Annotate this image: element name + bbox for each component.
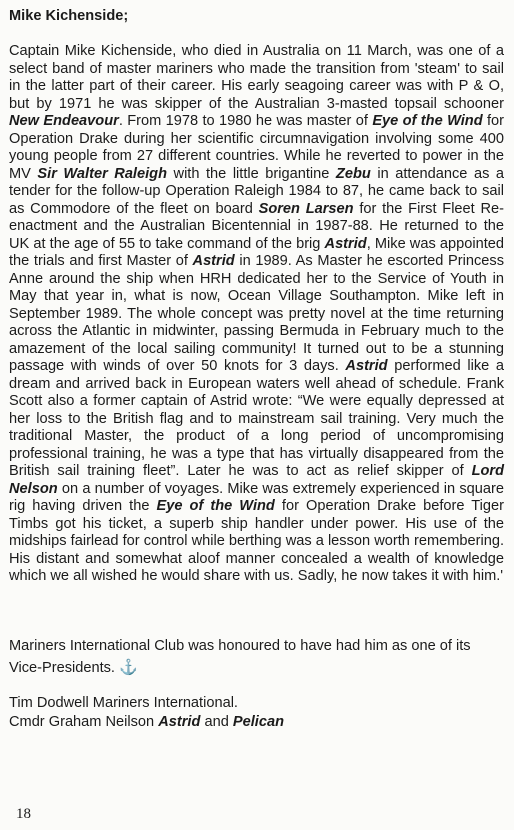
ship-name: Lord Nelson [9, 463, 504, 497]
text-segment: . From 1978 to 1980 he was master of [118, 113, 373, 129]
text-segment: for Operation Drake during her scientific circumnavigation involving some 400 young people from 27 different countries. While he reverted to power in the MV [9, 113, 505, 182]
text-segment: for the First Fleet Re-enactment and the Australian Bicentennial in 1987-88. He returned to the UK at the age of 55 to take command of the brig [9, 200, 504, 252]
text-segment: for Operation Drake before Tiger Timbs got his ticket, a superb ship handler under power. His use of the midships fairlead for control while berthing was a lesson worth remembering. His distant and somewhat aloof manner concealed a wealth of knowledge which we all wished he would share with us. Sadly, he now takes it with him.' [9, 498, 505, 584]
signature-block [9, 694, 504, 732]
page-number: 18 [16, 806, 31, 822]
ship-name: Astrid [192, 253, 235, 269]
anchor-icon: ⚓ [119, 659, 138, 676]
club-note [9, 636, 504, 679]
text-segment: in attendance as a tender for the follow-up Operation Raleigh 1984 to 87, he came back to sail as Commodore of the fleet on board [9, 165, 505, 217]
ship-name: Astrid [345, 358, 388, 374]
text-segment: on a number of voyages. Mike was extremely experienced in square rig having driven the [9, 480, 504, 514]
signature-line-1: Tim Dodwell Mariners International. [9, 695, 238, 711]
ship-name: Astrid [324, 235, 367, 252]
ship-name: Zebu [335, 165, 371, 182]
text-segment: , Mike was appointed the trials and first Master of [9, 235, 504, 269]
ship-name: Soren Larsen [258, 200, 354, 217]
ship-name: Sir Walter Raleigh [37, 165, 167, 182]
article-body [9, 43, 504, 586]
text-segment: Captain Mike Kichenside, who died in Australia on 11 March, was one of a select band of master mariners who made the transition from 'steam' to sail in the latter part of their career. His early seagoing career was with P & O, but by 1971 he was skipper of the Australian 3-masted topsail schooner [9, 43, 504, 112]
ship-name: Pelican [232, 714, 284, 730]
ship-name: Eye of the Wind [372, 113, 483, 129]
text-segment: performed like a dream and arrived back in European waters well ahead of schedule. Frank Scott also a former captain of Astrid wrote: “We were equally depressed at her loss to the British flag and to mainstream sail training. Very much the traditional Master, the product of a long period of uncompromising professional training, he was a type that has virtually disappeared from the British sail training fleet”. Later he was to act as relief skipper of [9, 358, 505, 479]
club-note-text: Mariners International Club was honoured to have had him as one of its Vice-Presidents. [9, 638, 471, 676]
ship-name: New Endeavour [9, 113, 119, 129]
article-heading: Mike Kichenside; [9, 8, 129, 24]
signature-line-2 [9, 713, 504, 732]
text-segment: with the little brigantine [167, 165, 336, 182]
text-segment: in 1989. As Master he escorted Princess Anne around the ship when HRH dedicated her to the Service of Youth in May that year in, what is now, Ocean Village Southampton. Mike left in September 1989. The whole concept was pretty novel at the time returning across the Atlantic in midwinter, passing Bermuda in February much to the amazement of the local sailing community! It turned out to be a stunning passage with winds of over 50 knots for 3 days. [9, 253, 504, 374]
ship-name: Eye of the Wind [156, 498, 275, 514]
ship-name: Astrid [158, 714, 201, 730]
signature-author: Cmdr Graham Neilson [9, 714, 159, 730]
signature-conjunction: and [200, 714, 233, 730]
